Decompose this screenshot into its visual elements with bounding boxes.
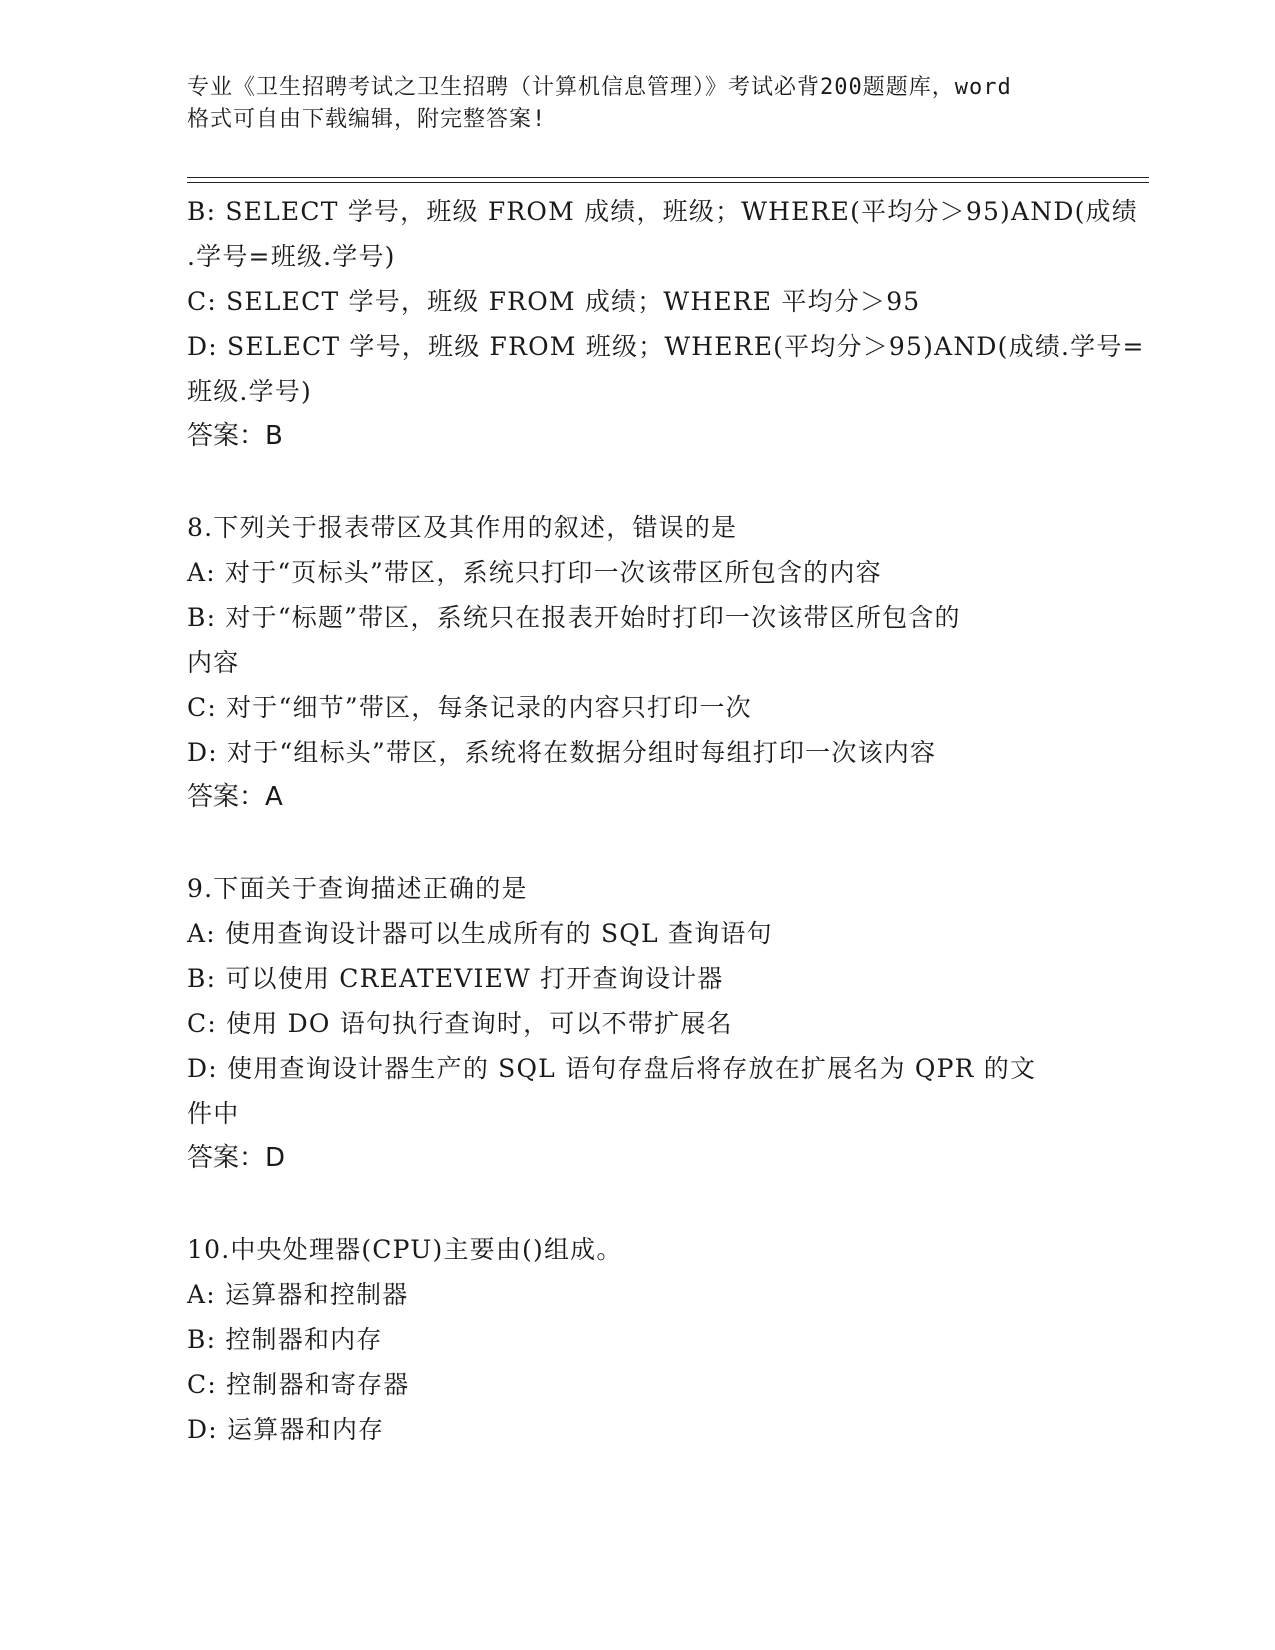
- option-d-line-1: D: SELECT 学号，班级 FROM 班级；WHERE(平均分＞95)AND(成绩.学号=: [187, 332, 1145, 361]
- question-list: [187, 189, 1145, 1452]
- option-b: B: 控制器和内存: [187, 1325, 383, 1354]
- question-text: 9.下面关于查询描述正确的是: [187, 874, 528, 903]
- header-line-1: 专业《卫生招聘考试之卫生招聘（计算机信息管理）》考试必背200题题库，word: [187, 75, 1012, 100]
- option-b: B: 可以使用 CREATEVIEW 打开查询设计器: [187, 964, 724, 993]
- answer: 答案：A: [187, 782, 283, 812]
- question-9: [187, 866, 1087, 1181]
- answer: 答案：B: [187, 421, 283, 451]
- option-b-line-2: 内容: [187, 648, 240, 677]
- header-rule-top: [187, 177, 1149, 178]
- option-b-line-2: .学号=班级.学号): [187, 242, 396, 271]
- spacer: [187, 1181, 1087, 1227]
- option-c: C: 使用 DO 语句执行查询时，可以不带扩展名: [187, 1009, 733, 1038]
- option-d: D: 对于“组标头”带区，系统将在数据分组时每组打印一次该内容: [187, 738, 937, 767]
- option-c: C: 对于“细节”带区，每条记录的内容只打印一次: [187, 693, 752, 722]
- header-line-2: 格式可自由下载编辑，附完整答案!: [187, 107, 547, 132]
- question-10: [187, 1227, 1087, 1452]
- question-8: [187, 505, 1087, 820]
- question-text: 8.下列关于报表带区及其作用的叙述，错误的是: [187, 513, 738, 542]
- header-rule-bottom: [187, 182, 1149, 183]
- option-d-line-1: D: 使用查询设计器生产的 SQL 语句存盘后将存放在扩展名为 QPR 的文: [187, 1054, 1037, 1083]
- option-b-line-1: B: 对于“标题”带区，系统只在报表开始时打印一次该带区所包含的: [187, 603, 961, 632]
- option-c: C: SELECT 学号，班级 FROM 成绩；WHERE 平均分＞95: [187, 287, 921, 316]
- question-text: 10.中央处理器(CPU)主要由()组成。: [187, 1235, 623, 1264]
- option-b-line-1: B: SELECT 学号，班级 FROM 成绩，班级；WHERE(平均分＞95)AND(成绩: [187, 197, 1138, 226]
- answer: 答案：D: [187, 1143, 286, 1173]
- option-d-line-2: 班级.学号): [187, 377, 312, 406]
- option-d-line-2: 件中: [187, 1099, 240, 1128]
- option-d: D: 运算器和内存: [187, 1415, 385, 1444]
- option-a: A: 使用查询设计器可以生成所有的 SQL 查询语句: [187, 919, 773, 948]
- question-7-partial: [187, 189, 1145, 459]
- option-c: C: 控制器和寄存器: [187, 1370, 410, 1399]
- option-a: A: 对于“页标头”带区，系统只打印一次该带区所包含的内容: [187, 558, 882, 587]
- spacer: [187, 820, 1087, 866]
- document-header: [187, 72, 1087, 136]
- option-a: A: 运算器和控制器: [187, 1280, 409, 1309]
- spacer: [187, 459, 1087, 505]
